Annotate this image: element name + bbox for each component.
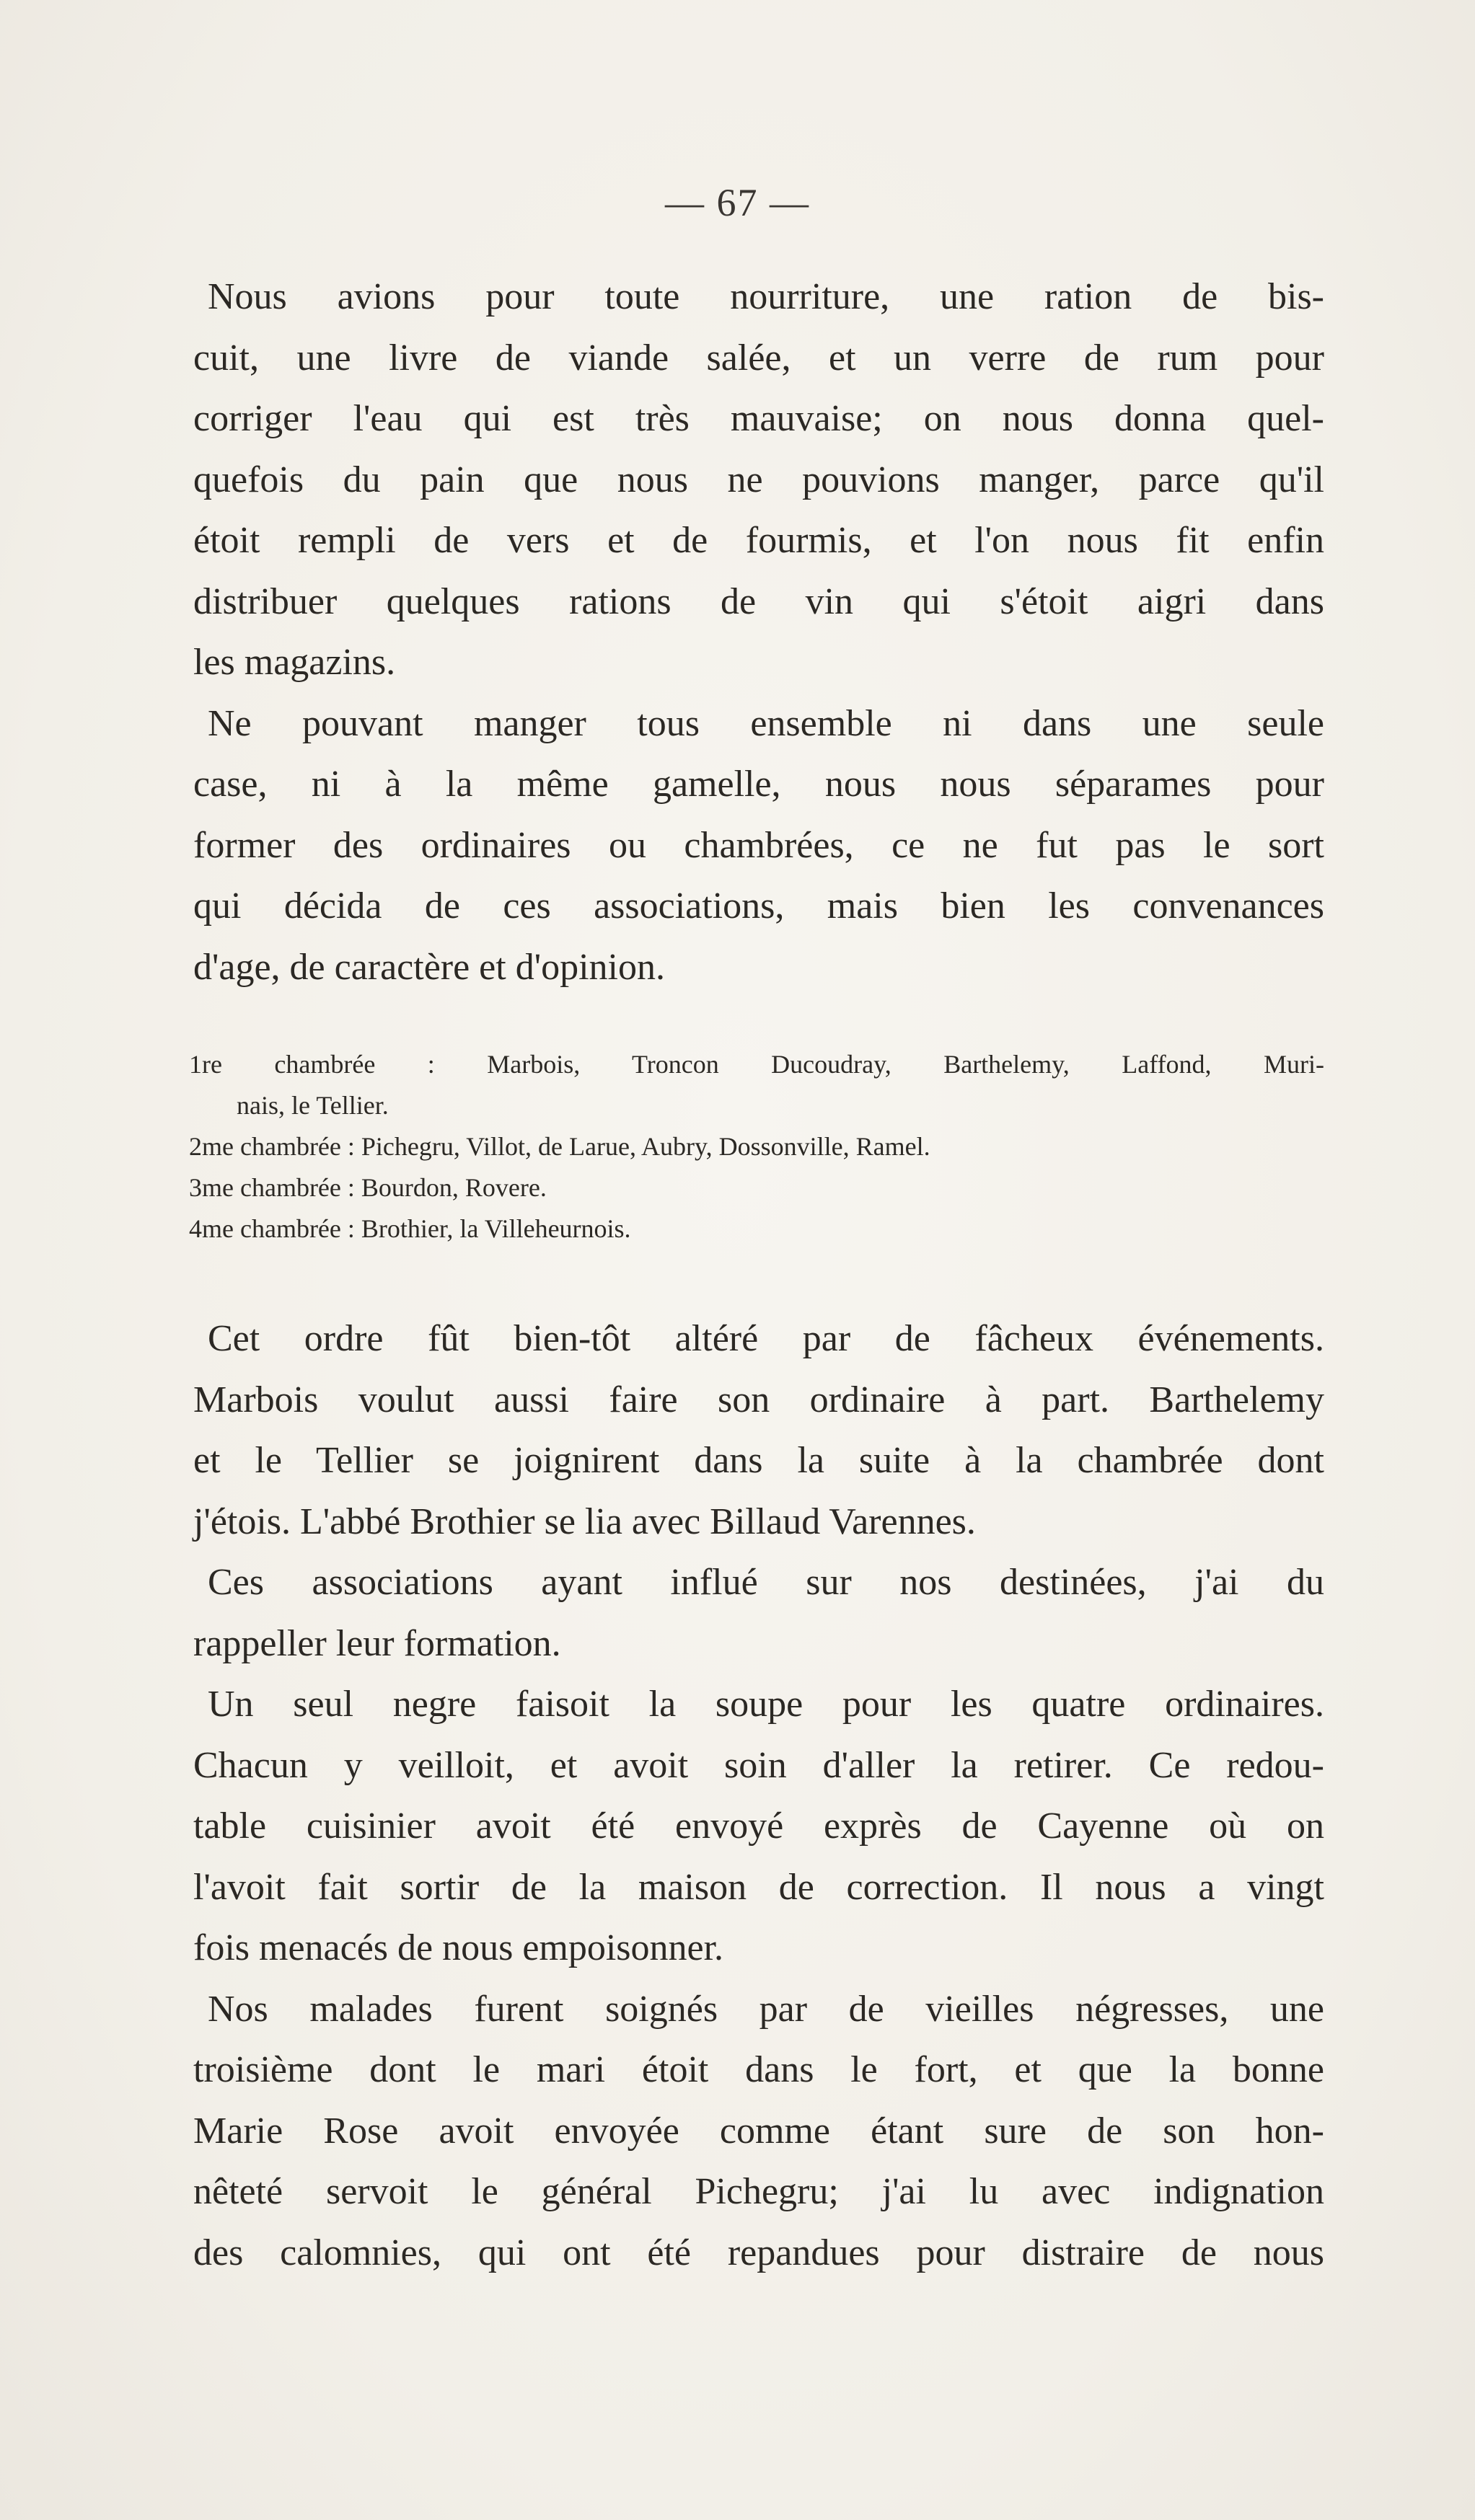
chambree-line: nais, le Tellier.: [237, 1091, 389, 1120]
paragraph-line: cuit, une livre de viande salée, et un verre de rum pour: [193, 337, 1324, 379]
paragraph-line: Un seul negre faisoit la soupe pour les quatre ordinaires.: [208, 1684, 1324, 1725]
chambree-line: 1re chambrée : Marbois, Troncon Ducoudray, Barthelemy, Laffond, Muri-: [189, 1050, 1324, 1079]
paragraph-line: distribuer quelques rations de vin qui s'étoit aigri dans: [193, 580, 1324, 622]
paragraph-line: troisième dont le mari étoit dans le fort, et que la bonne: [193, 2049, 1324, 2090]
paragraph-line: fois menacés de nous empoisonner.: [193, 1927, 724, 1968]
paragraph-line: Nous avions pour toute nourriture, une ration de bis-: [208, 276, 1324, 317]
paragraph-line: j'étois. L'abbé Brothier se lia avec Billaud Varennes.: [193, 1500, 976, 1542]
paragraph-line: Cet ordre fût bien-tôt altéré par de fâcheux événements.: [208, 1318, 1324, 1359]
paragraph-line: Marbois voulut aussi faire son ordinaire à part. Barthelemy: [193, 1379, 1324, 1420]
lower-text: [193, 1309, 1324, 2284]
paragraph-line: corriger l'eau qui est très mauvaise; on nous donna quel-: [193, 398, 1324, 439]
paragraph-line: Marie Rose avoit envoyée comme étant sure de son hon-: [193, 2110, 1324, 2152]
paragraph-line: d'age, de caractère et d'opinion.: [193, 946, 665, 988]
paragraph-line: étoit rempli de vers et de fourmis, et l'on nous fit enfin: [193, 520, 1324, 561]
paragraph-line: Ces associations ayant influé sur nos destinées, j'ai du: [208, 1562, 1324, 1603]
chambree-line: 4me chambrée : Brothier, la Villeheurnois.: [189, 1214, 631, 1243]
paragraph-line: Chacun y veilloit, et avoit soin d'aller la retirer. Ce redou-: [193, 1744, 1324, 1786]
paragraph-line: Ne pouvant manger tous ensemble ni dans une seule: [208, 702, 1324, 744]
paragraph-line: des calomnies, qui ont été repandues pour distraire de nous: [193, 2232, 1324, 2273]
chambree-line: 3me chambrée : Bourdon, Rovere.: [189, 1173, 547, 1202]
paragraph-line: nêteté servoit le général Pichegru; j'ai lu avec indignation: [193, 2171, 1324, 2212]
chambree-list: [189, 1044, 1324, 1250]
paragraph-line: case, ni à la même gamelle, nous nous séparames pour: [193, 764, 1324, 805]
paragraph-line: les magazins.: [193, 642, 396, 683]
paragraph-line: table cuisinier avoit été envoyé exprès de Cayenne où on: [193, 1805, 1324, 1847]
paragraph-line: qui décida de ces associations, mais bien les convenances: [193, 885, 1324, 927]
chambree-line: 2me chambrée : Pichegru, Villot, de Larue, Aubry, Dossonville, Ramel.: [189, 1132, 930, 1161]
paragraph-line: l'avoit fait sortir de la maison de correction. Il nous a vingt: [193, 1866, 1324, 1908]
paragraph-line: Nos malades furent soignés par de vieilles négresses, une: [208, 1988, 1324, 2030]
paragraph-line: former des ordinaires ou chambrées, ce ne fut pas le sort: [193, 824, 1324, 866]
paragraph-line: rappeller leur formation.: [193, 1622, 561, 1664]
page-number: — 67 —: [665, 181, 810, 224]
paragraph-line: et le Tellier se joignirent dans la suite à la chambrée dont: [193, 1440, 1324, 1481]
upper-text: [193, 267, 1324, 998]
paragraph-line: quefois du pain que nous ne pouvions manger, parce qu'il: [193, 459, 1324, 500]
